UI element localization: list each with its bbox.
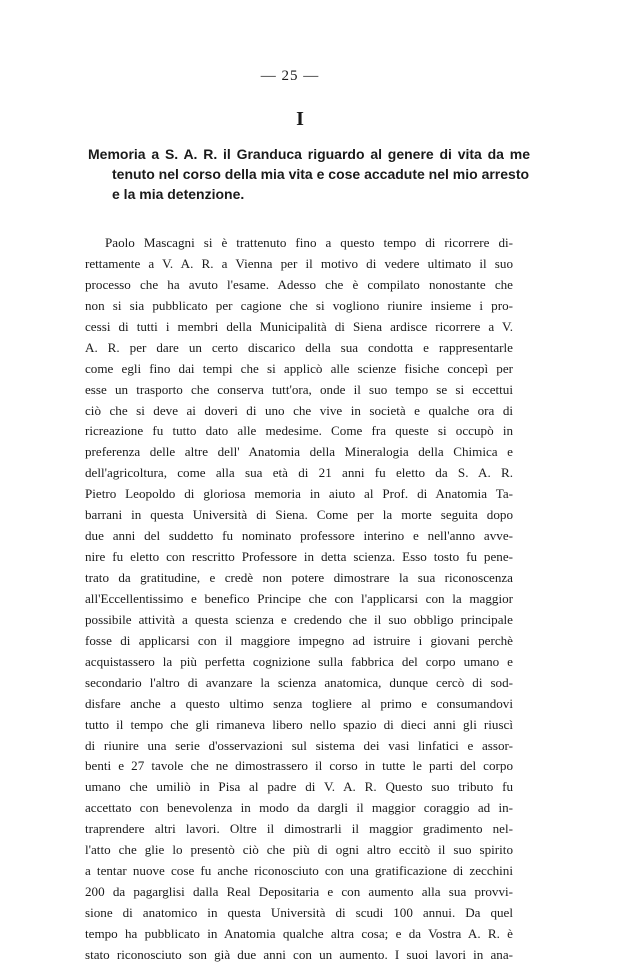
body-line: preferenza delle altre dell' Anatomia della Mineralogia della Chimica e bbox=[85, 444, 513, 460]
title-line: Memoria a S. A. R. il Granduca riguardo al genere di vita da me bbox=[88, 146, 530, 162]
body-line: rettamente a V. A. R. a Vienna per il motivo di vedere ultimato il suo bbox=[85, 255, 513, 271]
body-line: umano che umiliò in Pisa al padre di V. A. R. Questo suo tributo fu bbox=[85, 779, 513, 795]
body-line: sione di anatomico in questa Università di scudi 100 annui. Da quel bbox=[85, 905, 513, 920]
body-line: dell'agricoltura, come alla sua età di 21 anni fu eletto da S. A. R. bbox=[85, 465, 513, 481]
body-line: Paolo Mascagni si è trattenuto fino a questo tempo di ricorrere di- bbox=[105, 235, 513, 250]
body-line: cessi di tutti i membri della Municipalità di Siena ardisce ricorrere a V. bbox=[85, 318, 513, 334]
body-line: benti e 27 tavole che ne dimostrassero il corso in tutte le parti del corpo bbox=[85, 758, 513, 774]
title-line: e la mia detenzione. bbox=[112, 186, 245, 202]
body-line: disfare anche a questo ultimo senza togliere al primo e consumandovi bbox=[85, 695, 513, 711]
body-line: due anni del suddetto fu nominato professore interino e nell'anno avve- bbox=[85, 528, 513, 544]
body-line: trato da gratitudine, e credè non potere dimostrare la sua riconoscenza bbox=[85, 570, 513, 585]
chapter-numeral: I bbox=[296, 108, 304, 130]
body-line: ricreazione fu tutto dato alle medesime. Come fra queste si occupò in bbox=[85, 423, 513, 439]
body-line: acquistassero la più perfetta cognizione sulla fabbrica del corpo umano e bbox=[85, 653, 513, 669]
body-line: a tentar nuove cose fu anche riconosciuto con una gratificazione di zecchini bbox=[85, 863, 513, 879]
body-line: secondario l'altro di avanzare la scienza anatomica, dunque cercò di sod- bbox=[85, 674, 513, 690]
body-line: fosse di applicarsi con il maggiore impegno ad istruire i giovani perchè bbox=[85, 632, 513, 648]
body-line: accettato con benevolenza in modo da dargli il maggior coraggio ad in- bbox=[85, 800, 513, 816]
body-line: come egli fino dai tempi che si applicò alle scienze fisiche concepì per bbox=[85, 360, 513, 376]
page-number: — 25 — bbox=[260, 68, 320, 84]
section-title bbox=[88, 144, 530, 204]
body-line: barrani in questa Università di Siena. Come per la morte seguita dopo bbox=[85, 507, 513, 523]
body-line: tempo ha pubblicato in Anatomia qualche altra cosa; e da Vostra A. R. è bbox=[85, 925, 513, 941]
body-line: l'atto che glie lo presentò ciò che più di ogni altro eccitò il suo spirito bbox=[85, 842, 513, 858]
body-line: stato riconosciuto son già due anni con un aumento. I suoi lavori in ana- bbox=[85, 946, 513, 962]
body-line: all'Eccellentissimo e benefico Principe che con l'applicarsi con la maggior bbox=[85, 590, 513, 606]
body-line: ciò che si deve ai doveri di uno che vive in società e qualche ora di bbox=[85, 402, 513, 418]
body-line: di riunire una serie d'osservazioni sul sistema dei vasi linfatici e assor- bbox=[85, 737, 513, 753]
body-line: non si sia pubblicato per cagione che si vogliono riunire insieme i pro- bbox=[85, 297, 513, 313]
body-paragraph bbox=[85, 233, 513, 966]
body-line: Pietro Leopoldo di gloriosa memoria in aiuto al Prof. di Anatomia Ta- bbox=[85, 486, 513, 502]
body-line: esse un trasporto che conserva tutt'ora, onde il suo tempo se si eccettui bbox=[85, 381, 513, 397]
body-line: possibile attività a questa scienza e credendo che il suo obbligo principale bbox=[85, 611, 513, 627]
body-line: processo che ha avuto l'esame. Adesso che è compilato nonostante che bbox=[85, 276, 513, 292]
body-line: A. R. per dare un certo discarico della sua condotta e rappresentarle bbox=[85, 339, 513, 355]
body-line: tutto il tempo che gli rimaneva libero nello spazio di dieci anni gli riuscì bbox=[85, 716, 513, 732]
body-line: traprendere altri lavori. Oltre il dimostrarli il maggior gradimento nel- bbox=[85, 821, 513, 837]
body-line: nire fu eletto con rescritto Professore in detta scienza. Esso tosto fu pene- bbox=[85, 549, 513, 565]
body-line: 200 da pagarglisi dalla Real Depositaria e con aumento alla sua provvi- bbox=[85, 884, 513, 900]
title-line: tenuto nel corso della mia vita e cose accadute nel mio arresto bbox=[112, 166, 530, 182]
